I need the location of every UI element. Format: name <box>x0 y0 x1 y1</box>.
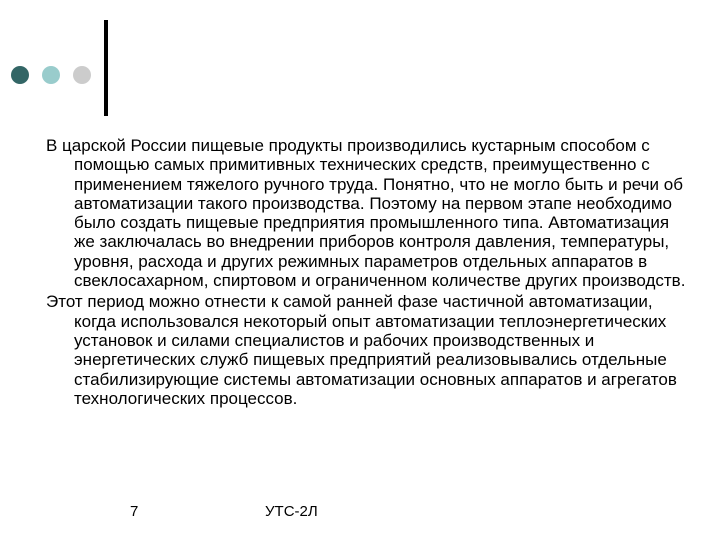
decor-dot-gray <box>73 66 91 84</box>
paragraph-2: Этот период можно отнести к самой ранней фазе частичной автоматизации, когда использовался некоторый опыт автоматизации теплоэнергетических установок и силами специалистов и рабочих производственных и энергетических служб пищевых предприятий реализовывались отдельные стабилизирующие системы автоматизации основных аппаратов и агрегатов технологических процессов. <box>46 292 677 408</box>
slide-body <box>46 136 686 410</box>
footer-label: УТС-2Л <box>265 503 318 520</box>
decor-dot-dark <box>11 66 29 84</box>
slide-number: 7 <box>130 503 139 520</box>
decor-vertical-line <box>104 20 108 116</box>
paragraph-1: В царской России пищевые продукты производились кустарным способом с помощью самых примитивных технических средств, преимущественно с применением тяжелого ручного труда. Понятно, что не могло быть и речи об автоматизации такого производства. Поэтому на первом этапе необходимо было создать пищевые предприятия промышленного типа. Автоматизация же заключалась во внедрении приборов контроля давления, температуры, уровня, расхода и других режимных параметров отдельных аппаратов в свеклосахарном, спиртовом и ограниченном количестве других производств. <box>46 136 686 291</box>
decor-dot-teal <box>42 66 60 84</box>
